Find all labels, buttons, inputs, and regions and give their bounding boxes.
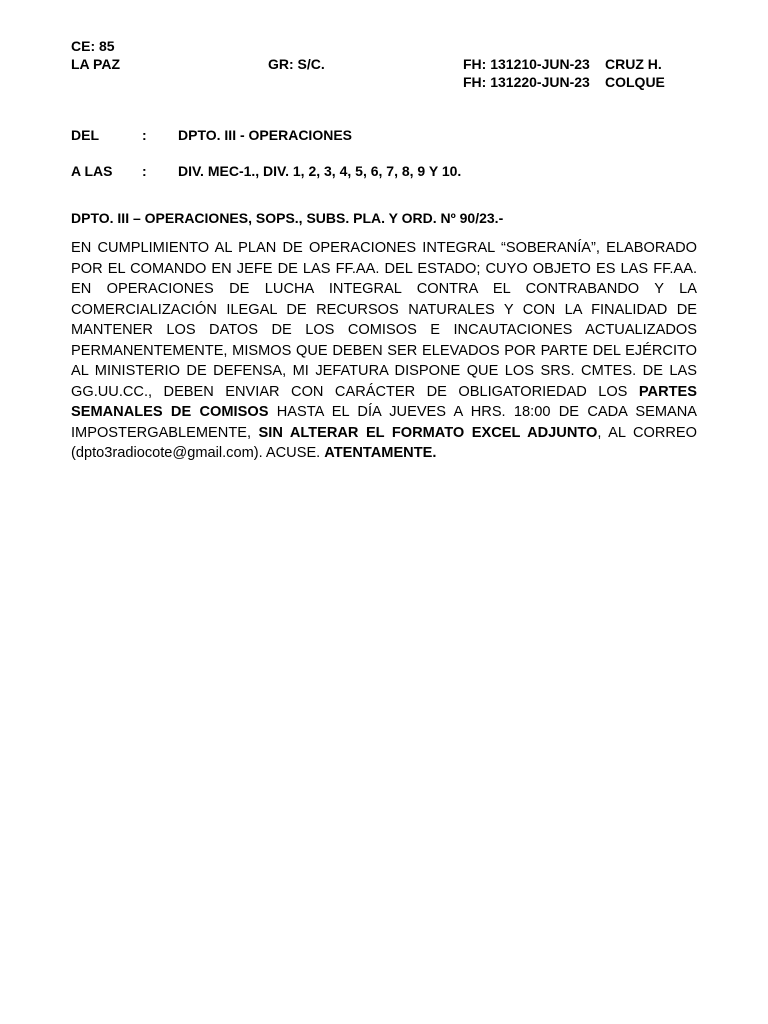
from-label: DEL — [71, 127, 99, 143]
name-1: CRUZ H. — [605, 56, 662, 72]
body-text-1: EN CUMPLIMIENTO AL PLAN DE OPERACIONES INTEGRAL “SOBERANÍA”, ELABORADO POR EL COMANDO EN JEFE DE LAS FF.AA. DEL ESTADO; CUYO OBJETO ES LAS FF.AA. EN OPERACIONES DE LUCHA INTEGRAL CONTRA EL CONTRABANDO Y LA COMERCIALIZACIÓN ILEGAL DE RECURSOS NATURALES Y CON LA FINALIDAD DE MANTENER LOS DATOS DE LOS COMISOS E INCAUTACIONES ACTUALIZADOS PERMANENTEMENTE, MISMOS QUE DEBEN SER ELEVADOS POR PARTE DEL EJÉRCITO AL MINISTERIO DE DEFENSA, MI JEFATURA DISPONE QUE LOS SRS. CMTES. DE LAS GG.UU.CC., DEBEN ENVIAR CON CARÁCTER DE OBLIGATORIEDAD LOS — [71, 240, 697, 400]
from-value: DPTO. III - OPERACIONES — [178, 127, 352, 143]
ce-number: CE: 85 — [71, 38, 115, 54]
place: LA PAZ — [71, 56, 120, 72]
to-label: A LAS — [71, 163, 113, 179]
body-bold-1: PARTES SEMANALES DE COMISOS — [71, 383, 697, 420]
to-colon: : — [142, 163, 147, 179]
body-bold-2: SIN ALTERAR EL FORMATO EXCEL ADJUNTO — [258, 424, 598, 441]
fh-2: FH: 131220-JUN-23 — [463, 74, 590, 90]
gr-code: GR: S/C. — [268, 56, 325, 72]
reference-line: DPTO. III – OPERACIONES, SOPS., SUBS. PLA. Y ORD. Nº 90/23.- — [71, 210, 504, 226]
body-bold-3: ATENTAMENTE. — [324, 445, 437, 461]
name-2: COLQUE — [605, 74, 665, 90]
message-body — [71, 238, 697, 464]
fh-1: FH: 131210-JUN-23 — [463, 56, 590, 72]
body-text-2: HASTA EL DÍA JUEVES A HRS. 18:00 DE CADA SEMANA IMPOSTERGABLEMENTE, — [71, 404, 697, 441]
to-value: DIV. MEC-1., DIV. 1, 2, 3, 4, 5, 6, 7, 8, 9 Y 10. — [178, 163, 462, 179]
body-text-3: , AL CORREO (dpto3radiocote@gmail.com). ACUSE. — [71, 424, 698, 461]
from-colon: : — [142, 127, 147, 143]
